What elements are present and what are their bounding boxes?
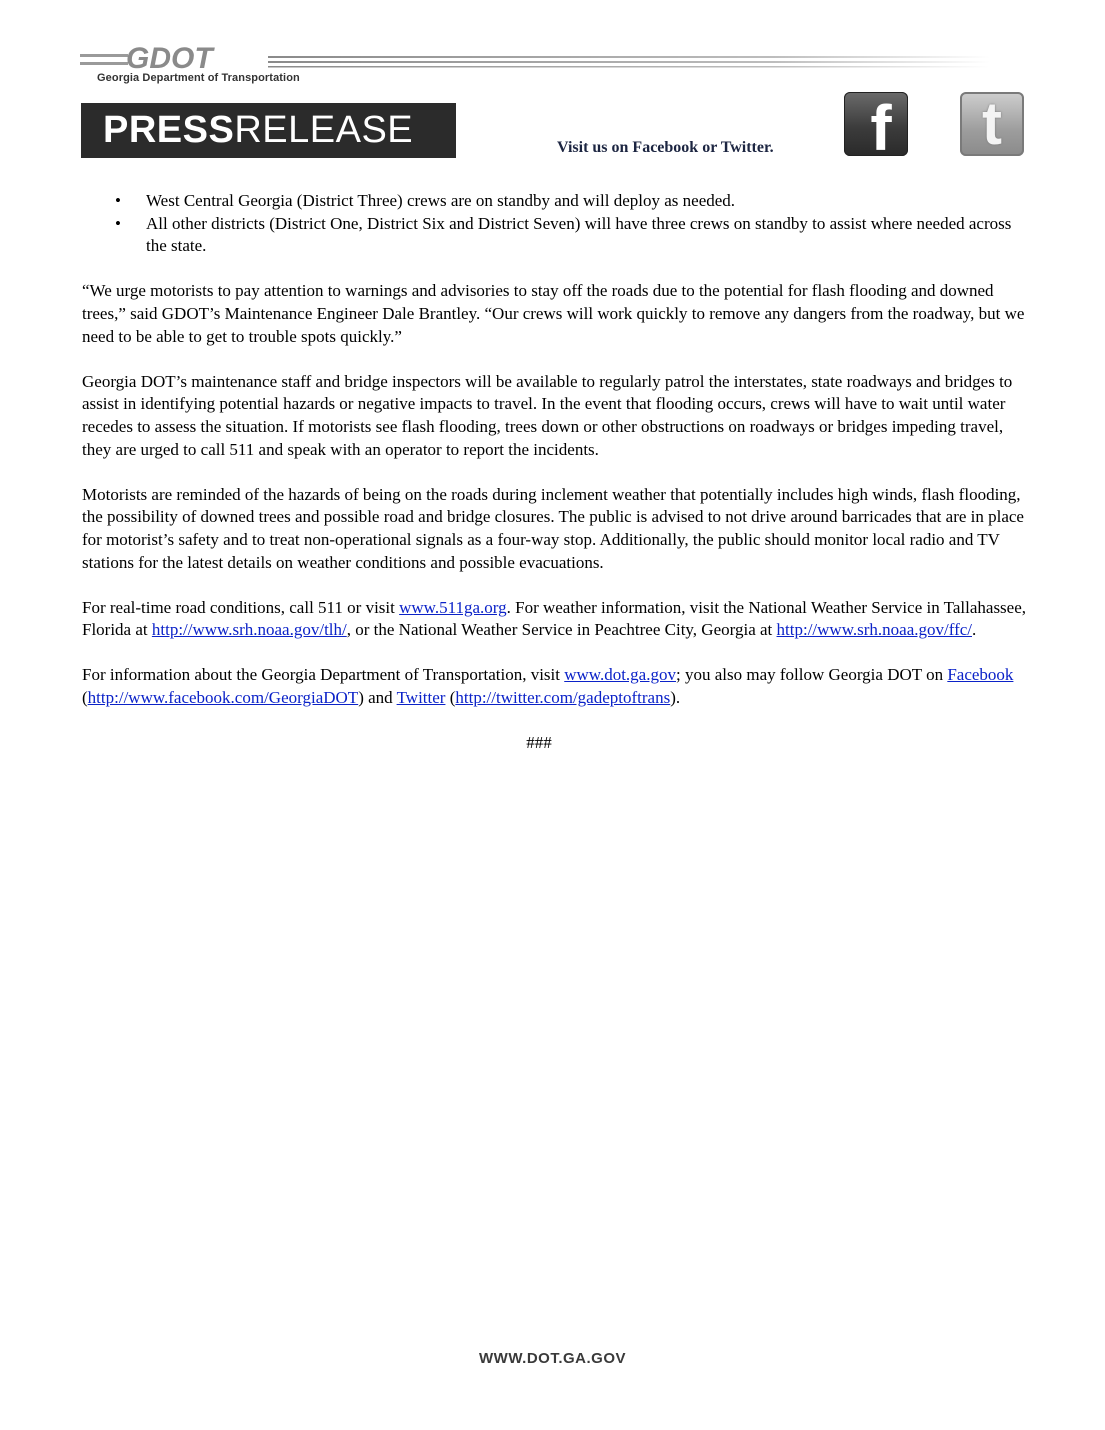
banner-light-text: RELEASE <box>234 109 414 151</box>
banner-bold-text: PRESS <box>103 109 235 151</box>
noaa-tlh-link[interactable]: http://www.srh.noaa.gov/tlh/ <box>151 620 347 640</box>
twitter-url-link[interactable]: http://twitter.com/gadeptoftrans <box>455 688 671 708</box>
noaa-ffc-link[interactable]: http://www.srh.noaa.gov/ffc/ <box>776 620 972 640</box>
maintenance-paragraph: Georgia DOT’s maintenance staff and bridge inspectors will be available to regularly patrol the interstates, state roadways and bridges to assist in identifying potential hazards or negative impacts to travel. In the event that flooding occurs, crews will have to wait until water recedes to assess the situation. If motorists see flash flooding, trees down or other obstructions on roadways or bridges impeding travel, they are urged to call 511 and speak with an operator to report the incidents. <box>82 371 1013 459</box>
district-bullet-list <box>82 190 1026 258</box>
hazards-paragraph: Motorists are reminded of the hazards of being on the roads during inclement weather that potentially includes high winds, flash flooding, the possibility of downed trees and possible road and bridge closures. The public is advised to not drive around barricades that are in place for motorist’s safety and to treat non-operational signals as a four-way stop. Additionally, the public should monitor local radio and TV stations for the latest details on weather conditions and possible evacuations. <box>82 484 1024 572</box>
list-item: • All other districts (District One, District Six and District Seven) will have three crews on standby to assist where needed across the state. <box>115 213 1012 256</box>
twitter-icon[interactable]: t <box>960 92 1024 156</box>
realtime-paragraph: For real-time road conditions, call 511 or visit www.511ga.org. For weather information, visit the National Weather Service in Tallahassee, Florida at http://www.srh.noaa.gov/tlh/, or the National Weather Service in Peachtree City, Georgia at http://www.srh.noaa.gov/ffc/. <box>82 597 1027 640</box>
facebook-icon[interactable]: f <box>844 92 908 156</box>
quote-paragraph: “We urge motorists to pay attention to warnings and advisories to stay off the roads due to the potential for flash flooding and downed trees,” said GDOT’s Maintenance Engineer Dale Brantley. “Our crews will work quickly to remove any dangers from the roadway, but we need to be able to get to trouble spots quickly.” <box>82 281 1025 346</box>
press-release-body <box>82 190 1026 755</box>
dot-ga-gov-link[interactable]: www.dot.ga.gov <box>564 665 676 685</box>
end-mark: ### <box>526 733 552 753</box>
facebook-url-link[interactable]: http://www.facebook.com/GeorgiaDOT <box>87 688 359 708</box>
agency-name: Georgia Department of Transportation <box>97 72 300 84</box>
twitter-link[interactable]: Twitter <box>396 688 446 708</box>
info-paragraph: For information about the Georgia Department of Transportation, visit www.dot.ga.gov; you also may follow Georgia DOT on Facebook (http://www.facebook.com/GeorgiaDOT) and Twitter (http://twitter.com/gadeptoftrans). <box>82 665 1014 708</box>
logo-text: GDOT <box>126 42 213 75</box>
facebook-link[interactable]: Facebook <box>947 665 1014 685</box>
list-item: • West Central Georgia (District Three) crews are on standby and will deploy as needed. <box>115 191 736 210</box>
511ga-link[interactable]: www.511ga.org <box>399 597 507 617</box>
press-release-banner <box>81 103 456 158</box>
footer-url: WWW.DOT.GA.GOV <box>479 1350 626 1367</box>
social-prompt: Visit us on Facebook or Twitter. <box>557 139 774 156</box>
